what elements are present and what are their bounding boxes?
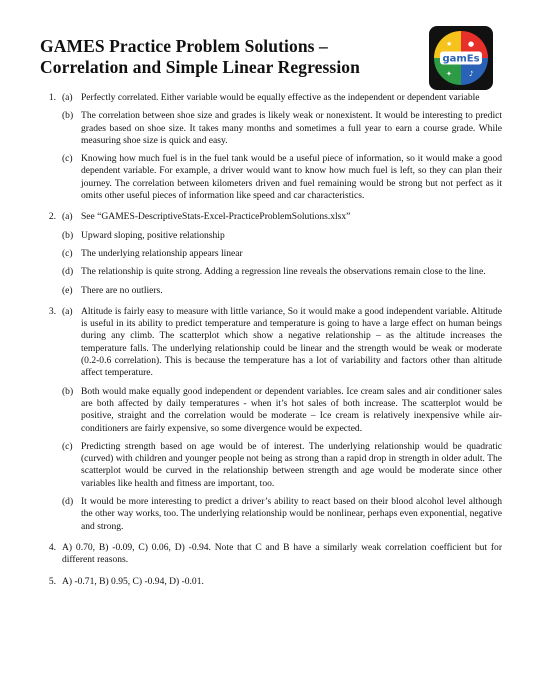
question-3 (40, 306, 502, 533)
answer-part (62, 496, 502, 533)
question-body (62, 211, 502, 296)
page-title: GAMES Practice Problem Solutions – Correlation and Simple Linear Regression (40, 36, 360, 77)
logo-ball-icon: ● (468, 40, 475, 48)
part-text: There are no outliers. (81, 284, 163, 296)
answer-part (62, 386, 502, 435)
question-number: 4. (48, 541, 56, 553)
answer-part (62, 110, 502, 147)
question-body (62, 92, 502, 202)
part-label: (d) (62, 266, 74, 278)
part-text: Knowing how much fuel is in the fuel tank would be a useful piece of information, so it would make a good dependent variable. For example, a driver would want to know how much fuel is left, so they can plan their journey. The correlation between kilometers driven and fuel remaining would be strong but not perfect as it omits other useful pieces of information like speed and car characteristics. (81, 153, 502, 202)
question-body (62, 542, 502, 567)
answer-part (62, 285, 502, 297)
answer-part (62, 441, 502, 490)
part-text: Both would make equally good independent or dependent variables. Ice cream sales and air conditioner sales are both affected by daily temperatures - when it’s hot sales of both increase. The scatterplot would be positive, straight and the correlation would be moderate – Ice cream is relatively inexpensive while air-conditioners are fairly expensive, so some divergence would be expected. (81, 385, 502, 434)
logo-text: gamEs (442, 53, 480, 65)
answer-part (62, 153, 502, 202)
part-text: Perfectly correlated. Either variable would be equally effective as the independent or dependent variable (81, 92, 480, 103)
part-label: (e) (62, 284, 73, 296)
question-1 (40, 92, 502, 202)
part-label: (b) (62, 110, 74, 122)
part-text: It would be more interesting to predict a driver’s ability to react based on their blood alcohol level although the other way works, too. The underlying relationship would be nonlinear, perhaps even exponential, negative and strong. (81, 496, 502, 532)
part-text: The correlation between shoe size and grades is likely weak or nonexistent. It would be interesting to predict grades based on shoe size. It takes many months and sometimes a full year to earn a course grade. While measuring shoe size is quick and easy. (81, 110, 502, 146)
part-text: The underlying relationship appears linear (81, 247, 243, 259)
part-label: (a) (62, 211, 73, 223)
part-text: Predicting strength based on age would be of interest. The underlying relationship would be quadratic (curved) with children and younger people not being as strong than a rapid drop in strength in older adult. The scatterplot would be curved in the relationship between strength and age would be moderate since other variables like health and fitness are important, too. (81, 440, 502, 489)
question-2 (40, 211, 502, 296)
part-label: (c) (62, 440, 73, 452)
answer-part (62, 266, 502, 278)
part-label: (d) (62, 496, 74, 508)
question-number: 2. (48, 211, 56, 223)
question-number: 3. (48, 305, 56, 317)
answer-part (62, 230, 502, 242)
part-label: (b) (62, 385, 74, 397)
part-label: (a) (62, 305, 73, 317)
answer-text: A) 0.70, B) -0.09, C) 0.06, D) -0.94. Note that C and B have a similarly weak correlation coefficient but for different reasons. (62, 541, 502, 566)
question-4 (40, 542, 502, 567)
answer-part (62, 92, 502, 104)
part-label: (b) (62, 229, 74, 241)
part-label: (c) (62, 247, 73, 259)
logo-star-icon: ★ (446, 40, 453, 48)
part-label: (c) (62, 153, 73, 165)
part-text: See “GAMES-DescriptiveStats-Excel-PracticeProblemSolutions.xlsx” (81, 211, 351, 223)
solutions-list (40, 92, 502, 597)
logo-music-icon: ♪ (469, 70, 474, 78)
question-body (62, 306, 502, 533)
question-body (62, 576, 502, 588)
part-text: Altitude is fairly easy to measure with little variance, So it would make a good independent variable. Altitude is useful in its ability to predict temperature and temperature is going to have a large effect on human beings during any climb. The scatterplot which show a negative relationship – as the altitude increases the temperature falls. The underlying relationship could be linear and the strength would be weak or moderate (0.2-0.6 correlation). This is because the temperature has a lot of variability and factors other than altitude affect temperature. (81, 305, 502, 379)
games-logo (429, 26, 493, 90)
answer-part (62, 211, 502, 223)
logo-bolt-icon: ✦ (446, 70, 452, 78)
answer-text: A) -0.71, B) 0.95, C) -0.94, D) -0.01. (62, 575, 204, 587)
question-number: 1. (48, 92, 56, 103)
question-5 (40, 576, 502, 588)
part-label: (a) (62, 92, 73, 103)
document-header (40, 36, 420, 78)
answer-part (62, 248, 502, 260)
answer-part (62, 306, 502, 380)
part-text: Upward sloping, positive relationship (81, 229, 225, 241)
question-number: 5. (48, 575, 56, 587)
part-text: The relationship is quite strong. Adding a regression line reveals the observations remain close to the line. (81, 266, 486, 278)
